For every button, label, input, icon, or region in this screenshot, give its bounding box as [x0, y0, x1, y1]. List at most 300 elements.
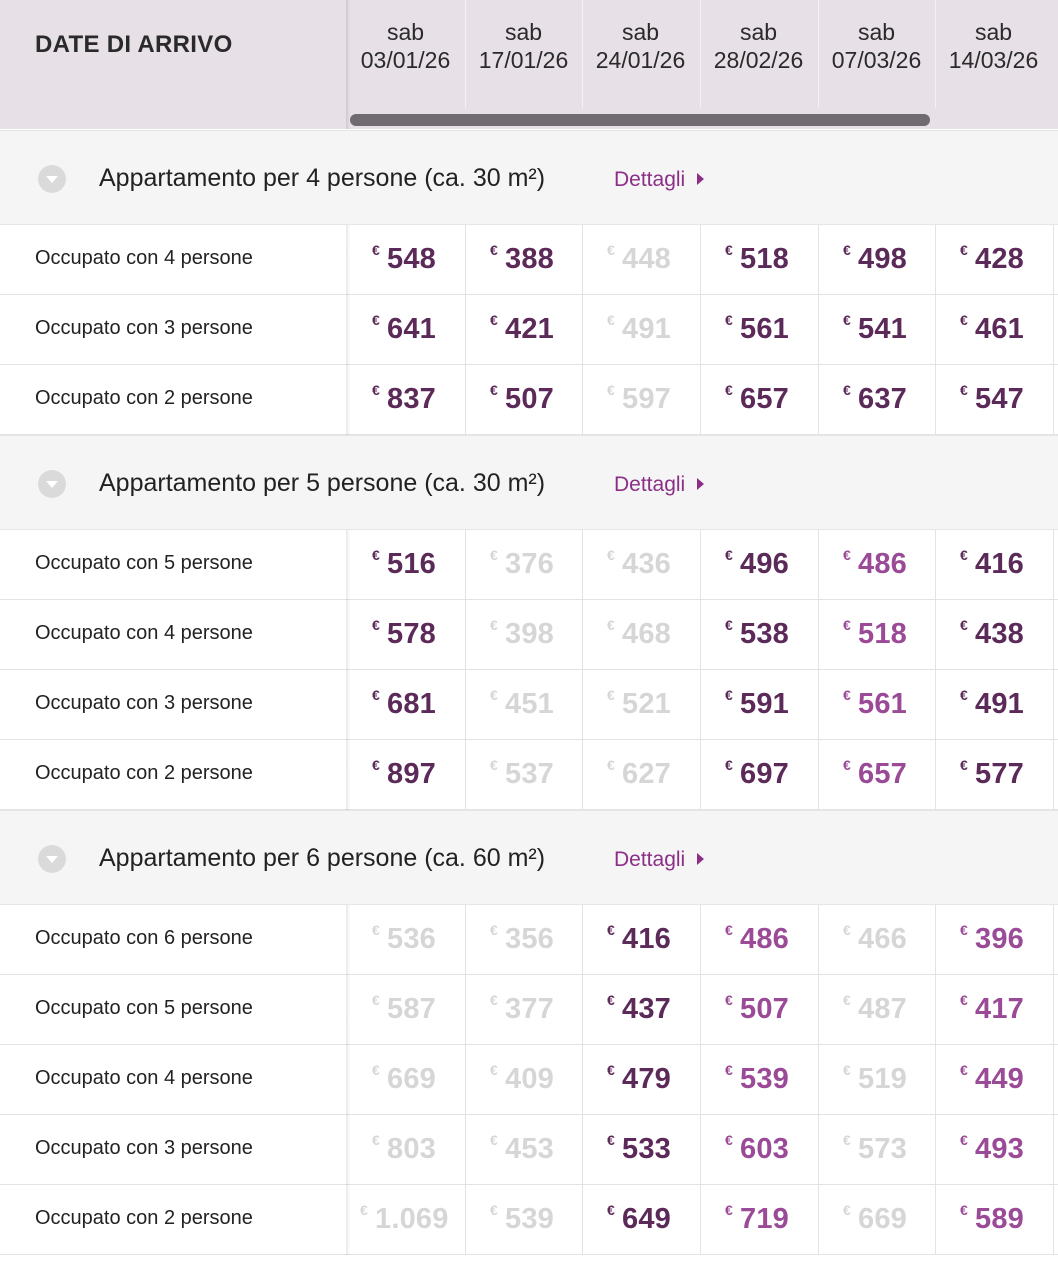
price-value: 681: [387, 688, 436, 720]
euro-symbol: €: [843, 547, 851, 563]
column-divider: [1053, 530, 1054, 810]
price-value: 421: [505, 313, 554, 345]
euro-symbol: €: [490, 547, 498, 563]
euro-symbol: €: [960, 1062, 968, 1078]
details-link[interactable]: [614, 473, 704, 497]
apartment-title: Appartamento per 6 persone (ca. 60 m²): [99, 844, 546, 872]
price-value: 416: [975, 548, 1024, 580]
price-value: 637: [858, 383, 907, 415]
weekday-label: sab: [621, 19, 660, 45]
euro-symbol: €: [725, 757, 733, 773]
euro-symbol: €: [960, 992, 968, 1008]
table-row: [0, 225, 1058, 295]
price-cell[interactable]: [700, 1045, 817, 1115]
column-divider: [935, 905, 936, 1255]
price-cell[interactable]: [935, 225, 1052, 295]
price-value: 507: [505, 383, 554, 415]
apartment-section-header: [0, 435, 1058, 530]
arrival-dates-heading: DATE DI ARRIVO: [35, 31, 233, 58]
price-value: 577: [975, 758, 1024, 790]
price-cell: [347, 1115, 464, 1185]
euro-symbol: €: [607, 547, 615, 563]
price-value: 897: [387, 758, 436, 790]
price-cell: [582, 225, 699, 295]
frozen-column-shadow: [346, 530, 350, 810]
price-cell: [465, 1115, 582, 1185]
price-cell: [465, 600, 582, 670]
collapse-chevron-icon[interactable]: [38, 470, 66, 498]
table-row: [0, 975, 1058, 1045]
price-cell[interactable]: [935, 295, 1052, 365]
table-row: [0, 905, 1058, 975]
euro-symbol: €: [725, 1062, 733, 1078]
price-value: 547: [975, 383, 1024, 415]
price-cell[interactable]: [935, 1185, 1052, 1255]
price-cell[interactable]: [700, 905, 817, 975]
price-value: 491: [622, 313, 671, 345]
arrival-date-label: 14/03/26: [948, 47, 1039, 73]
weekday-label: sab: [386, 19, 425, 45]
euro-symbol: €: [960, 242, 968, 258]
occupancy-label: Occupato con 3 persone: [35, 1137, 253, 1159]
euro-symbol: €: [960, 312, 968, 328]
price-value: 451: [505, 688, 554, 720]
price-cell[interactable]: [465, 365, 582, 435]
price-cell[interactable]: [935, 530, 1052, 600]
price-cell[interactable]: [700, 225, 817, 295]
price-value: 519: [858, 1063, 907, 1095]
euro-symbol: €: [372, 757, 380, 773]
price-cell[interactable]: [582, 905, 699, 975]
euro-symbol: €: [843, 242, 851, 258]
caret-right-icon: [697, 173, 704, 185]
price-cell[interactable]: [935, 740, 1052, 810]
collapse-chevron-icon[interactable]: [38, 845, 66, 873]
price-cell[interactable]: [465, 225, 582, 295]
weekday-label: sab: [974, 19, 1013, 45]
euro-symbol: €: [607, 687, 615, 703]
price-cell[interactable]: [935, 365, 1052, 435]
euro-symbol: €: [607, 992, 615, 1008]
price-value: 449: [975, 1063, 1024, 1095]
price-cell[interactable]: [347, 600, 464, 670]
price-cell[interactable]: [700, 365, 817, 435]
occupancy-label: Occupato con 3 persone: [35, 317, 253, 339]
price-cell[interactable]: [465, 295, 582, 365]
header-column-divider: [935, 0, 936, 108]
price-cell: [465, 905, 582, 975]
price-value: 438: [975, 618, 1024, 650]
price-cell[interactable]: [818, 530, 935, 600]
occupancy-label: Occupato con 3 persone: [35, 692, 253, 714]
collapse-chevron-icon[interactable]: [38, 165, 66, 193]
occupancy-label: Occupato con 5 persone: [35, 997, 253, 1019]
euro-symbol: €: [372, 242, 380, 258]
price-cell[interactable]: [818, 600, 935, 670]
price-cell: [347, 975, 464, 1045]
euro-symbol: €: [960, 382, 968, 398]
price-cell[interactable]: [347, 295, 464, 365]
euro-symbol: €: [490, 1132, 498, 1148]
price-value: 417: [975, 993, 1024, 1025]
price-cell[interactable]: [582, 1115, 699, 1185]
price-value: 533: [622, 1133, 671, 1165]
euro-symbol: €: [490, 1202, 498, 1218]
euro-symbol: €: [372, 687, 380, 703]
price-value: 516: [387, 548, 436, 580]
price-cell[interactable]: [700, 295, 817, 365]
table-row: [0, 530, 1058, 600]
price-value: 641: [387, 313, 436, 345]
price-value: 587: [387, 993, 436, 1025]
price-cell: [347, 1045, 464, 1115]
occupancy-label: Occupato con 2 persone: [35, 1207, 253, 1229]
price-cell: [582, 365, 699, 435]
price-cell[interactable]: [582, 975, 699, 1045]
header-column-divider: [818, 0, 819, 108]
euro-symbol: €: [607, 922, 615, 938]
euro-symbol: €: [490, 922, 498, 938]
euro-symbol: €: [725, 382, 733, 398]
euro-symbol: €: [725, 1202, 733, 1218]
price-value: 561: [858, 688, 907, 720]
table-row: [0, 1115, 1058, 1185]
column-divider: [818, 905, 819, 1255]
euro-symbol: €: [607, 382, 615, 398]
price-cell: [465, 530, 582, 600]
date-column-header: [582, 0, 699, 108]
apartment-section-header: [0, 810, 1058, 905]
price-value: 486: [740, 923, 789, 955]
price-value: 837: [387, 383, 436, 415]
price-value: 669: [858, 1203, 907, 1235]
price-cell[interactable]: [347, 530, 464, 600]
apartment-title: Appartamento per 5 persone (ca. 30 m²): [99, 469, 546, 497]
price-value: 669: [387, 1063, 436, 1095]
price-value: 356: [505, 923, 554, 955]
weekday-label: sab: [504, 19, 543, 45]
price-cell[interactable]: [582, 1045, 699, 1115]
euro-symbol: €: [960, 547, 968, 563]
euro-symbol: €: [843, 922, 851, 938]
occupancy-label: Occupato con 4 persone: [35, 622, 253, 644]
price-value: 398: [505, 618, 554, 650]
price-value: 536: [387, 923, 436, 955]
euro-symbol: €: [960, 1132, 968, 1148]
table-row: [0, 1045, 1058, 1115]
date-column-header: [347, 0, 464, 108]
column-divider: [700, 530, 701, 810]
price-value: 453: [505, 1133, 554, 1165]
euro-symbol: €: [843, 312, 851, 328]
price-cell: [582, 740, 699, 810]
date-column-header: [700, 0, 817, 108]
price-cell[interactable]: [700, 975, 817, 1045]
price-cell[interactable]: [347, 740, 464, 810]
table-header: [0, 0, 1058, 129]
euro-symbol: €: [843, 687, 851, 703]
price-value: 537: [505, 758, 554, 790]
euro-symbol: €: [725, 242, 733, 258]
euro-symbol: €: [372, 922, 380, 938]
price-cell[interactable]: [700, 600, 817, 670]
euro-symbol: €: [960, 757, 968, 773]
price-cell[interactable]: [935, 670, 1052, 740]
price-cell: [582, 670, 699, 740]
price-value: 486: [858, 548, 907, 580]
price-cell[interactable]: [935, 1115, 1052, 1185]
column-divider: [700, 225, 701, 435]
details-link-label: Dettagli: [614, 168, 686, 191]
euro-symbol: €: [725, 617, 733, 633]
price-value: 561: [740, 313, 789, 345]
header-column-divider: [700, 0, 701, 108]
column-divider: [582, 225, 583, 435]
price-value: 409: [505, 1063, 554, 1095]
price-cell[interactable]: [935, 905, 1052, 975]
column-divider: [582, 905, 583, 1255]
column-divider: [582, 530, 583, 810]
euro-symbol: €: [843, 617, 851, 633]
price-cell[interactable]: [700, 670, 817, 740]
price-cell: [465, 740, 582, 810]
price-cell: [818, 975, 935, 1045]
price-cell: [582, 600, 699, 670]
column-divider: [465, 225, 466, 435]
price-cell[interactable]: [347, 365, 464, 435]
euro-symbol: €: [372, 992, 380, 1008]
occupancy-label: Occupato con 6 persone: [35, 927, 253, 949]
price-cell[interactable]: [818, 295, 935, 365]
euro-symbol: €: [725, 312, 733, 328]
price-value: 1.069: [375, 1203, 449, 1235]
price-value: 428: [975, 243, 1024, 275]
price-cell: [582, 530, 699, 600]
price-cell: [818, 1045, 935, 1115]
apartment-title: Appartamento per 4 persone (ca. 30 m²): [99, 164, 546, 192]
euro-symbol: €: [607, 1062, 615, 1078]
euro-symbol: €: [490, 992, 498, 1008]
euro-symbol: €: [607, 242, 615, 258]
column-divider: [465, 530, 466, 810]
euro-symbol: €: [607, 757, 615, 773]
price-value: 539: [740, 1063, 789, 1095]
price-cell[interactable]: [700, 530, 817, 600]
price-cell[interactable]: [935, 975, 1052, 1045]
price-cell: [582, 295, 699, 365]
euro-symbol: €: [372, 382, 380, 398]
price-cell[interactable]: [818, 670, 935, 740]
price-value: 396: [975, 923, 1024, 955]
price-value: 436: [622, 548, 671, 580]
euro-symbol: €: [372, 1062, 380, 1078]
price-value: 518: [740, 243, 789, 275]
price-cell: [818, 1115, 935, 1185]
price-value: 719: [740, 1203, 789, 1235]
price-value: 448: [622, 243, 671, 275]
price-cell[interactable]: [700, 1115, 817, 1185]
occupancy-label: Occupato con 2 persone: [35, 762, 253, 784]
occupancy-label: Occupato con 4 persone: [35, 247, 253, 269]
price-cell: [465, 975, 582, 1045]
euro-symbol: €: [490, 382, 498, 398]
euro-symbol: €: [960, 687, 968, 703]
price-cell[interactable]: [347, 670, 464, 740]
euro-symbol: €: [725, 547, 733, 563]
price-value: 388: [505, 243, 554, 275]
price-cell: [347, 905, 464, 975]
price-value: 541: [858, 313, 907, 345]
price-cell[interactable]: [818, 740, 935, 810]
arrival-date-label: 28/02/26: [713, 47, 804, 73]
column-divider: [935, 225, 936, 435]
price-value: 479: [622, 1063, 671, 1095]
euro-symbol: €: [960, 617, 968, 633]
euro-symbol: €: [843, 382, 851, 398]
price-cell: [465, 670, 582, 740]
price-value: 597: [622, 383, 671, 415]
frozen-column-shadow: [346, 225, 350, 435]
price-cell[interactable]: [347, 225, 464, 295]
table-row: [0, 670, 1058, 740]
price-cell: [465, 1185, 582, 1255]
price-cell: [465, 1045, 582, 1115]
euro-symbol: €: [725, 687, 733, 703]
price-value: 539: [505, 1203, 554, 1235]
euro-symbol: €: [725, 1132, 733, 1148]
euro-symbol: €: [372, 547, 380, 563]
euro-symbol: €: [960, 922, 968, 938]
euro-symbol: €: [490, 757, 498, 773]
caret-right-icon: [697, 478, 704, 490]
price-value: 548: [387, 243, 436, 275]
price-value: 437: [622, 993, 671, 1025]
frozen-column-shadow: [346, 905, 350, 1255]
column-divider: [818, 530, 819, 810]
arrival-date-label: 03/01/26: [360, 47, 451, 73]
details-link[interactable]: [614, 848, 704, 872]
column-divider: [700, 905, 701, 1255]
table-row: [0, 1185, 1058, 1255]
euro-symbol: €: [843, 992, 851, 1008]
price-value: 521: [622, 688, 671, 720]
price-value: 468: [622, 618, 671, 650]
price-cell[interactable]: [700, 740, 817, 810]
price-value: 487: [858, 993, 907, 1025]
price-value: 591: [740, 688, 789, 720]
header-column-divider: [465, 0, 466, 108]
table-row: [0, 295, 1058, 365]
price-cell[interactable]: [700, 1185, 817, 1255]
price-cell[interactable]: [818, 365, 935, 435]
euro-symbol: €: [490, 312, 498, 328]
euro-symbol: €: [607, 1132, 615, 1148]
occupancy-label: Occupato con 2 persone: [35, 387, 253, 409]
price-value: 491: [975, 688, 1024, 720]
date-column-header: [465, 0, 582, 108]
price-value: 578: [387, 618, 436, 650]
price-cell[interactable]: [582, 1185, 699, 1255]
euro-symbol: €: [725, 922, 733, 938]
price-value: 466: [858, 923, 907, 955]
price-cell: [347, 1185, 464, 1255]
euro-symbol: €: [372, 1132, 380, 1148]
euro-symbol: €: [490, 687, 498, 703]
price-value: 657: [858, 758, 907, 790]
column-divider: [1053, 225, 1054, 435]
euro-symbol: €: [490, 617, 498, 633]
table-row: [0, 740, 1058, 810]
table-row: [0, 600, 1058, 670]
arrival-date-label: 24/01/26: [595, 47, 686, 73]
price-value: 657: [740, 383, 789, 415]
details-link-label: Dettagli: [614, 473, 686, 496]
caret-right-icon: [697, 853, 704, 865]
occupancy-label: Occupato con 4 persone: [35, 1067, 253, 1089]
price-value: 496: [740, 548, 789, 580]
euro-symbol: €: [960, 1202, 968, 1218]
arrival-date-label: 07/03/26: [831, 47, 922, 73]
price-cell[interactable]: [818, 225, 935, 295]
price-value: 376: [505, 548, 554, 580]
price-value: 573: [858, 1133, 907, 1165]
euro-symbol: €: [843, 1132, 851, 1148]
price-value: 603: [740, 1133, 789, 1165]
price-value: 649: [622, 1203, 671, 1235]
price-cell[interactable]: [935, 600, 1052, 670]
price-value: 538: [740, 618, 789, 650]
weekday-label: sab: [857, 19, 896, 45]
price-value: 518: [858, 618, 907, 650]
horizontal-scrollbar-thumb[interactable]: [350, 114, 930, 126]
column-divider: [935, 530, 936, 810]
euro-symbol: €: [607, 617, 615, 633]
date-column-header: [818, 0, 935, 108]
price-value: 461: [975, 313, 1024, 345]
details-link-label: Dettagli: [614, 848, 686, 871]
price-cell[interactable]: [935, 1045, 1052, 1115]
price-value: 498: [858, 243, 907, 275]
column-divider: [465, 905, 466, 1255]
date-column-header: [935, 0, 1052, 108]
price-value: 377: [505, 993, 554, 1025]
price-value: 803: [387, 1133, 436, 1165]
column-divider: [818, 225, 819, 435]
price-value: 627: [622, 758, 671, 790]
euro-symbol: €: [490, 242, 498, 258]
euro-symbol: €: [843, 1202, 851, 1218]
price-cell: [818, 905, 935, 975]
apartment-section-header: [0, 130, 1058, 225]
price-value: 507: [740, 993, 789, 1025]
occupancy-label: Occupato con 5 persone: [35, 552, 253, 574]
price-value: 493: [975, 1133, 1024, 1165]
header-column-divider: [582, 0, 583, 108]
column-divider: [1053, 905, 1054, 1255]
euro-symbol: €: [843, 757, 851, 773]
euro-symbol: €: [372, 617, 380, 633]
price-value: 416: [622, 923, 671, 955]
euro-symbol: €: [372, 312, 380, 328]
euro-symbol: €: [607, 312, 615, 328]
euro-symbol: €: [360, 1202, 368, 1218]
price-value: 697: [740, 758, 789, 790]
price-cell: [818, 1185, 935, 1255]
arrival-date-label: 17/01/26: [478, 47, 569, 73]
table-row: [0, 365, 1058, 435]
details-link[interactable]: [614, 168, 704, 192]
weekday-label: sab: [739, 19, 778, 45]
